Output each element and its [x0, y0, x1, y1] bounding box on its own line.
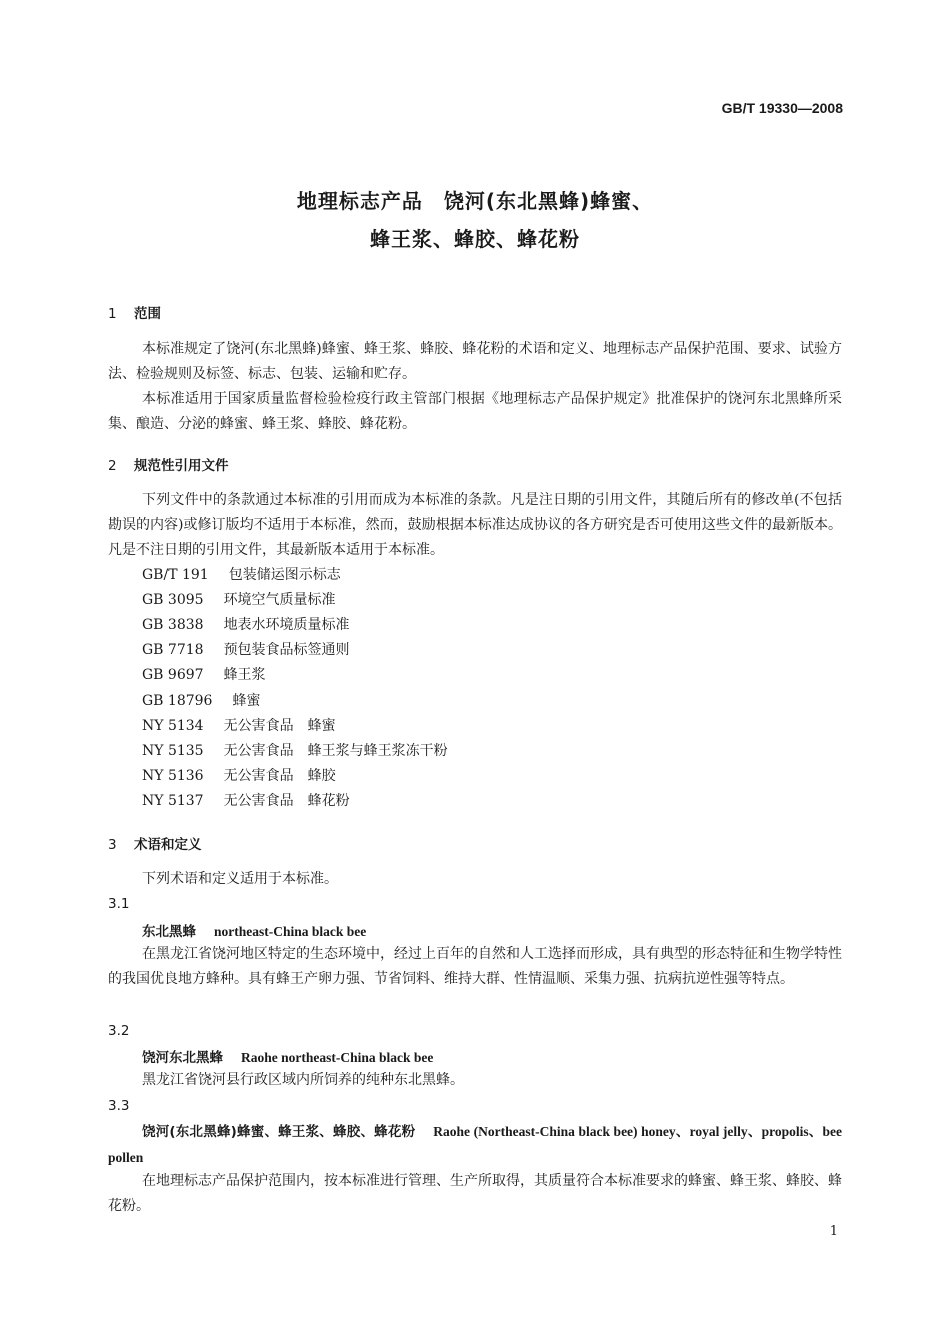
section-number: 3	[108, 837, 117, 853]
reference-item	[142, 690, 260, 710]
section-number: 1	[108, 306, 117, 322]
reference-code: NY 5135	[142, 743, 204, 759]
reference-item	[142, 765, 336, 785]
term-en: Raohe northeast-China black bee	[241, 1050, 434, 1065]
reference-code: NY 5134	[142, 718, 204, 734]
term-number: 3.2	[108, 1023, 130, 1039]
reference-code: GB 7718	[142, 642, 204, 658]
term-definition: 在地理标志产品保护范围内，按本标准进行管理、生产所取得，其质量符合本标准要求的蜂蜜、蜂王浆、蜂胶、蜂花粉。	[108, 1173, 842, 1214]
reference-code: GB/T 191	[142, 567, 209, 583]
term-zh: 饶河东北黑蜂	[142, 1050, 223, 1066]
reference-code: NY 5137	[142, 793, 204, 809]
reference-title: 环境空气质量标准	[223, 592, 336, 608]
section-2-paragraph: 下列文件中的条款通过本标准的引用而成为本标准的条款。凡是注日期的引用文件，其随后所有的修改单(不包括勘误的内容)或修订版均不适用于本标准，然而，鼓励根据本标准达成协议的各方研究是否可使用这些文件的最新版本。凡是不注日期的引用文件，其最新版本适用于本标准。	[108, 492, 842, 558]
term-heading	[108, 1119, 842, 1171]
reference-code: GB 9697	[142, 667, 204, 683]
reference-title: 蜂蜜	[232, 693, 261, 709]
reference-item	[142, 564, 341, 584]
term-heading	[142, 1046, 433, 1066]
reference-title: 蜂王浆	[223, 667, 266, 683]
term-number: 3.3	[108, 1098, 130, 1114]
section-1-heading	[108, 302, 161, 322]
section-number: 2	[108, 458, 117, 474]
reference-item	[142, 740, 448, 760]
section-1-paragraph-2: 本标准适用于国家质量监督检验检疫行政主管部门根据《地理标志产品保护规定》批准保护的饶河东北黑蜂所采集、酿造、分泌的蜂蜜、蜂王浆、蜂胶、蜂花粉。	[108, 391, 842, 432]
reference-item	[142, 614, 350, 634]
section-1-paragraph-1: 本标准规定了饶河(东北黑蜂)蜂蜜、蜂王浆、蜂胶、蜂花粉的术语和定义、地理标志产品保护范围、要求、试验方法、检验规则及标签、标志、包装、运输和贮存。	[108, 341, 842, 382]
reference-code: GB 3095	[142, 592, 204, 608]
reference-item	[142, 664, 266, 684]
reference-item	[142, 589, 336, 609]
page-number: 1	[829, 1224, 838, 1239]
section-2-heading	[108, 454, 229, 474]
term-number: 3.1	[108, 896, 130, 912]
section-title: 术语和定义	[134, 837, 202, 853]
reference-title: 包装储运图示标志	[228, 567, 341, 583]
section-3-intro: 下列术语和定义适用于本标准。	[142, 871, 338, 887]
reference-item	[142, 790, 350, 810]
reference-item	[142, 715, 336, 735]
reference-code: NY 5136	[142, 768, 204, 784]
section-title: 范围	[134, 306, 161, 322]
reference-item	[142, 639, 350, 659]
reference-title: 无公害食品 蜂花粉	[223, 793, 350, 809]
reference-title: 预包装食品标签通则	[223, 642, 350, 658]
reference-title: 无公害食品 蜂胶	[223, 768, 336, 784]
reference-title: 无公害食品 蜂王浆与蜂王浆冻干粉	[223, 743, 448, 759]
section-3-heading	[108, 833, 202, 853]
document-title-line-1: 地理标志产品 饶河(东北黑蜂)蜂蜜、	[296, 189, 654, 213]
term-zh: 东北黑蜂	[142, 924, 196, 940]
reference-title: 无公害食品 蜂蜜	[223, 718, 336, 734]
reference-title: 地表水环境质量标准	[223, 617, 350, 633]
term-zh: 饶河(东北黑蜂)蜂蜜、蜂王浆、蜂胶、蜂花粉	[142, 1124, 416, 1140]
reference-code: GB 18796	[142, 693, 213, 709]
term-en: northeast-China black bee	[214, 924, 367, 939]
term-heading	[142, 920, 366, 940]
term-definition: 在黑龙江省饶河地区特定的生态环境中，经过上百年的自然和人工选择而形成，具有典型的形态特征和生物学特性的我国优良地方蜂种。具有蜂王产卵力强、节省饲料、维持大群、性情温顺、采集力强、抗病抗逆性强等特点。	[108, 946, 842, 987]
reference-code: GB 3838	[142, 617, 204, 633]
standard-number: GB/T 19330—2008	[721, 100, 843, 116]
document-title-line-2: 蜂王浆、蜂胶、蜂花粉	[370, 227, 580, 251]
term-definition: 黑龙江省饶河县行政区域内所饲养的纯种东北黑蜂。	[142, 1072, 464, 1088]
term-en: Raohe (Northeast-China black bee) honey、royal jelly、propolis、bee pollen	[108, 1124, 842, 1165]
section-title: 规范性引用文件	[134, 458, 229, 474]
